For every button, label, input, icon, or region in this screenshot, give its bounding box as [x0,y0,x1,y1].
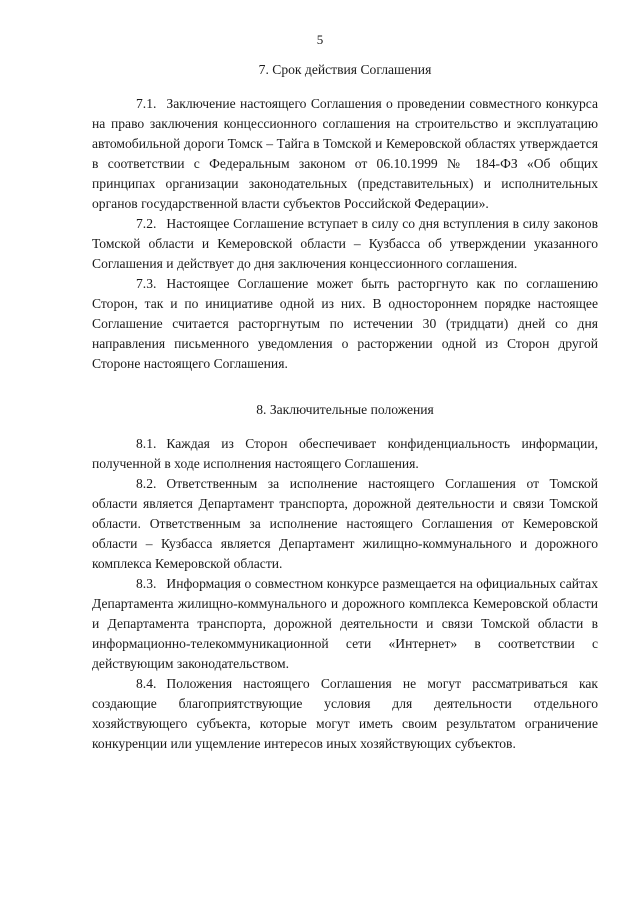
paragraph [92,214,598,274]
paragraph-text: Положения настоящего Соглашения не могут рассматриваться как создающие благоприятствующие условия для деятельности отдельного хозяйствующего субъекта, которые могут иметь своим результатом ограничение конкуренции или ущемление интересов иных хозяйствующих субъектов. [92,676,598,751]
paragraph [92,434,598,474]
section-heading: 8. Заключительные положения [256,402,434,417]
paragraph-number: 7.1. [136,96,157,111]
paragraph-text: Настоящее Соглашение может быть расторгнуто как по соглашению Сторон, так и по инициативе одной из них. В одностороннем порядке настоящее Соглашение считается расторгнутым по истечении 30 (тридцати) дней со дня направления письменного уведомления о расторжении одной из Сторон другой Стороне настоящего Соглашения. [92,276,598,371]
paragraph-text: Каждая из Сторон обеспечивает конфиденциальность информации, полученной в ходе исполнения настоящего Соглашения. [92,436,598,471]
section-heading: 7. Срок действия Соглашения [258,62,432,77]
paragraph-number: 8.2. [136,476,157,491]
paragraph-text: Настоящее Соглашение вступает в силу со дня вступления в силу законов Томской области и Кемеровской области – Кузбасса об утверждении указанного Соглашения и действует до дня заключения концессионного соглашения. [92,216,598,271]
paragraph-text: Информация о совместном конкурсе размещается на официальных сайтах Департамента жилищно-коммунального и дорожного комплекса Кемеровской области и Департамента транспорта, дорожной деятельности и связи Томской области в информационно-телекоммуникационной сети «Интернет» в соответствии с действующим законодательством. [92,576,598,671]
paragraph-number: 7.3. [136,276,157,291]
page-number: 5 [316,32,324,47]
paragraph [92,94,598,214]
document-body [92,60,598,754]
paragraph-text: Заключение настоящего Соглашения о проведении совместного конкурса на право заключения концессионного соглашения на строительство и эксплуатацию автомобильной дороги Томск – Тайга в Томской и Кемеровской областях утверждается в соответствии с Федеральным законом от 06.10.1999 № 184-ФЗ «Об общих принципах организации законодательных (представительных) и исполнительных органов государственной власти субъектов Российской Федерации». [92,96,598,211]
paragraph [92,574,598,674]
paragraph [92,474,598,574]
paragraph-number: 7.2. [136,216,157,231]
paragraph-number: 8.3. [136,576,157,591]
paragraph-number: 8.1. [136,436,157,451]
paragraph [92,674,598,754]
paragraph [92,274,598,374]
paragraph-number: 8.4. [136,676,157,691]
paragraph-text: Ответственным за исполнение настоящего Соглашения от Томской области является Департамент транспорта, дорожной деятельности и связи Томской области. Ответственным за исполнение настоящего Соглашения от Кемеровской области – Кузбасса является Департамент жилищно-коммунального и дорожного комплекса Кемеровской области. [92,476,598,571]
